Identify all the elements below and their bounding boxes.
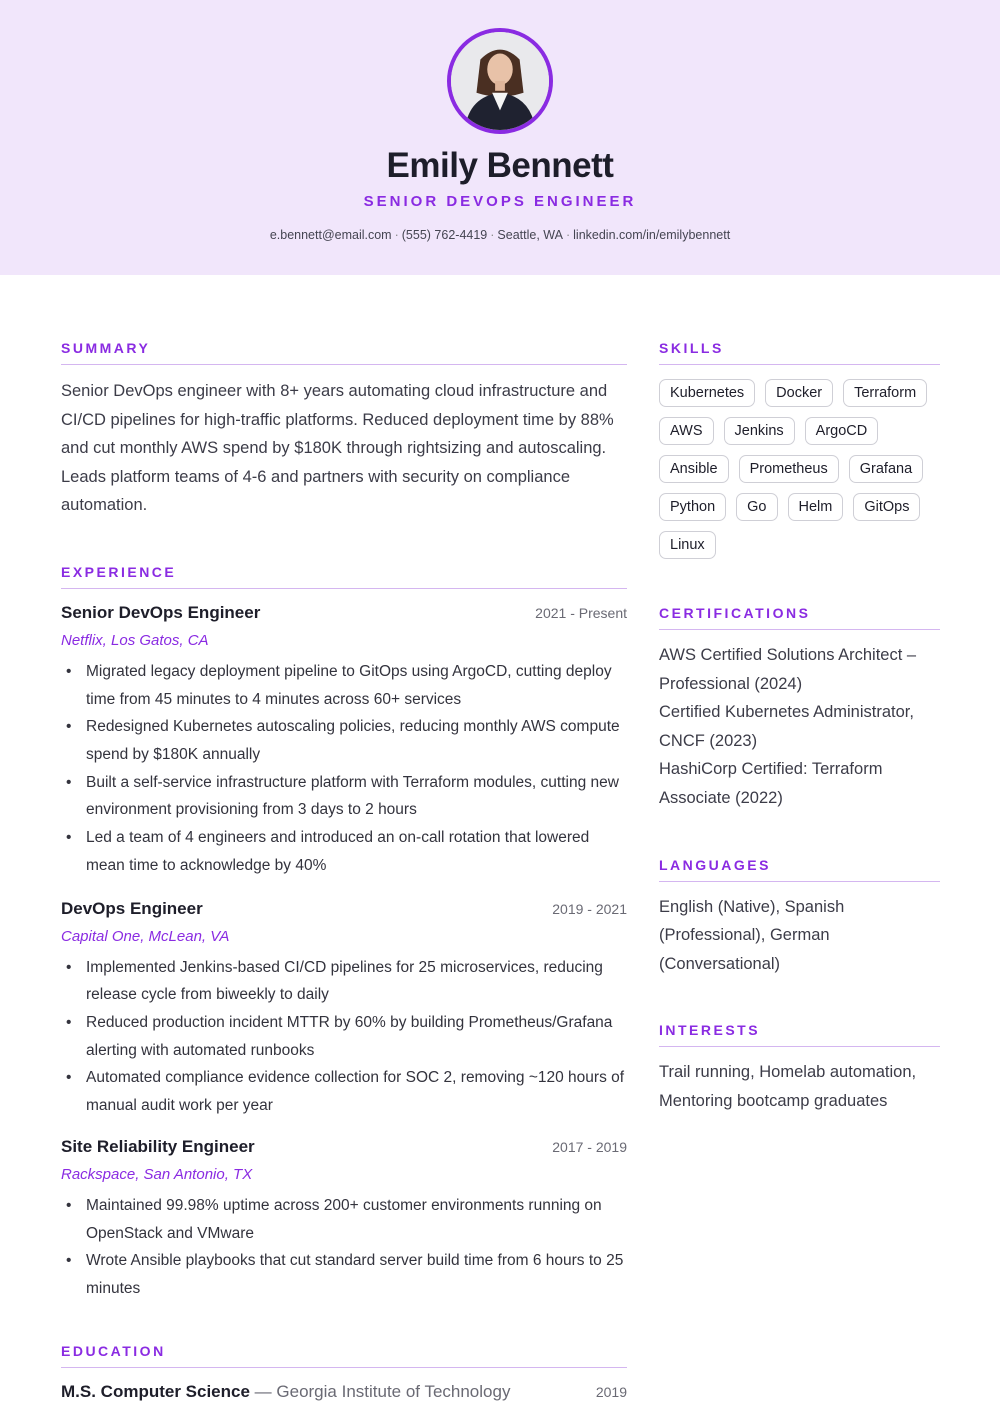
languages-section: [659, 857, 940, 979]
job-dates: 2017 - 2019: [552, 1138, 627, 1155]
education-degree: M.S. Computer Science: [61, 1381, 250, 1401]
job-bullet: • Led a team of 4 engineers and introduced an on-call rotation that lowered mean time to acknowledge by 40%: [61, 824, 627, 879]
skill-chip: Helm: [788, 493, 844, 521]
job-title: Senior DevOps Engineer: [61, 602, 261, 622]
job-entry: [61, 603, 627, 880]
education-year: 2019: [595, 1383, 627, 1400]
section-heading: EXPERIENCE: [61, 564, 627, 589]
person-portrait-icon: [451, 32, 549, 130]
section-heading: CERTIFICATIONS: [659, 605, 940, 630]
job-dates: 2019 - 2021: [552, 900, 627, 917]
interests-section: [659, 1022, 940, 1115]
section-heading: SKILLS: [659, 340, 940, 365]
summary-section: [61, 340, 627, 520]
job-title: DevOps Engineer: [61, 898, 203, 918]
summary-text: Senior DevOps engineer with 8+ years automating cloud infrastructure and CI/CD pipelines for high-traffic platforms. Reduced deployment time by 88% and cut monthly AWS spend by $180K through rightsizing and autoscaling. Leads platform teams of 4-6 and partners with security on compliance automation.: [61, 382, 614, 515]
section-heading: SUMMARY: [61, 340, 627, 365]
education-school: Georgia Institute of Technology: [276, 1381, 511, 1401]
skill-chip: ArgoCD: [805, 417, 879, 445]
skills-list: [659, 379, 940, 559]
job-company: Capital One, McLean, VA: [61, 927, 230, 945]
resume-header: [0, 0, 1000, 275]
skills-section: [659, 340, 940, 559]
certification-item: Certified Kubernetes Administrator, CNCF (2023): [659, 703, 914, 750]
certification-item: HashiCorp Certified: Terraform Associate (2022): [659, 760, 883, 807]
separator-dot: ·: [565, 228, 571, 242]
job-bullet: • Implemented Jenkins-based CI/CD pipelines for 25 microservices, reducing release cycle from biweekly to daily: [61, 954, 627, 1009]
education-section: [61, 1343, 627, 1402]
job-bullet: • Wrote Ansible playbooks that cut standard server build time from 6 hours to 25 minutes: [61, 1247, 627, 1302]
job-bullet: • Redesigned Kubernetes autoscaling policies, reducing monthly AWS compute spend by $180K annually: [61, 713, 627, 768]
job-bullet: • Maintained 99.98% uptime across 200+ customer environments running on OpenStack and VMware: [61, 1192, 627, 1247]
skill-chip: Grafana: [849, 455, 923, 483]
contact-linkedin[interactable]: linkedin.com/in/emilybennett: [573, 228, 731, 242]
contact-location: Seattle, WA: [497, 228, 563, 242]
main-column: [61, 340, 627, 1402]
skill-chip: Terraform: [843, 379, 927, 407]
job-bullet: • Built a self-service infrastructure platform with Terraform modules, cutting new environment provisioning from 3 days to 2 hours: [61, 769, 627, 824]
contact-phone: (555) 762-4419: [401, 228, 488, 242]
skill-chip: Prometheus: [739, 455, 839, 483]
skill-chip: Go: [736, 493, 777, 521]
languages-text: English (Native), Spanish (Professional), German (Conversational): [659, 897, 845, 973]
skill-chip: Docker: [765, 379, 833, 407]
job-bullet: • Reduced production incident MTTR by 60% by building Prometheus/Grafana alerting with automated runbooks: [61, 1009, 627, 1064]
education-dash: —: [249, 1381, 277, 1401]
section-heading: INTERESTS: [659, 1022, 940, 1047]
skill-chip: Linux: [659, 531, 716, 559]
job-bullet: • Automated compliance evidence collection for SOC 2, removing ~120 hours of manual audit work per year: [61, 1064, 627, 1119]
candidate-title: SENIOR DEVOPS ENGINEER: [363, 193, 637, 210]
job-company: Netflix, Los Gatos, CA: [61, 631, 209, 649]
job-entry: [61, 899, 627, 1120]
interests-text: Trail running, Homelab automation, Mentoring bootcamp graduates: [659, 1063, 917, 1110]
contact-line: [0, 228, 1000, 242]
job-dates: 2021 - Present: [535, 604, 627, 621]
separator-dot: ·: [394, 228, 399, 242]
section-heading: LANGUAGES: [659, 857, 940, 882]
job-entry: [61, 1137, 627, 1303]
separator-dot: ·: [490, 228, 495, 242]
certifications-section: [659, 605, 940, 813]
skill-chip: Python: [659, 493, 726, 521]
contact-email[interactable]: e.bennett@email.com: [269, 228, 392, 242]
job-company: Rackspace, San Antonio, TX: [61, 1165, 253, 1183]
skill-chip: Kubernetes: [659, 379, 755, 407]
sidebar-column: [659, 340, 940, 1116]
job-title: Site Reliability Engineer: [61, 1136, 255, 1156]
candidate-name: Emily Bennett: [386, 146, 614, 185]
experience-section: [61, 564, 627, 1303]
skill-chip: Jenkins: [724, 417, 795, 445]
profile-photo: [447, 28, 553, 134]
skill-chip: AWS: [659, 417, 714, 445]
skill-chip: Ansible: [659, 455, 729, 483]
certification-item: AWS Certified Solutions Architect – Professional (2024): [659, 646, 917, 693]
skill-chip: GitOps: [853, 493, 920, 521]
job-bullet: • Migrated legacy deployment pipeline to GitOps using ArgoCD, cutting deploy time from 45 minutes to 4 minutes across 60+ services: [61, 658, 627, 713]
section-heading: EDUCATION: [61, 1343, 627, 1368]
